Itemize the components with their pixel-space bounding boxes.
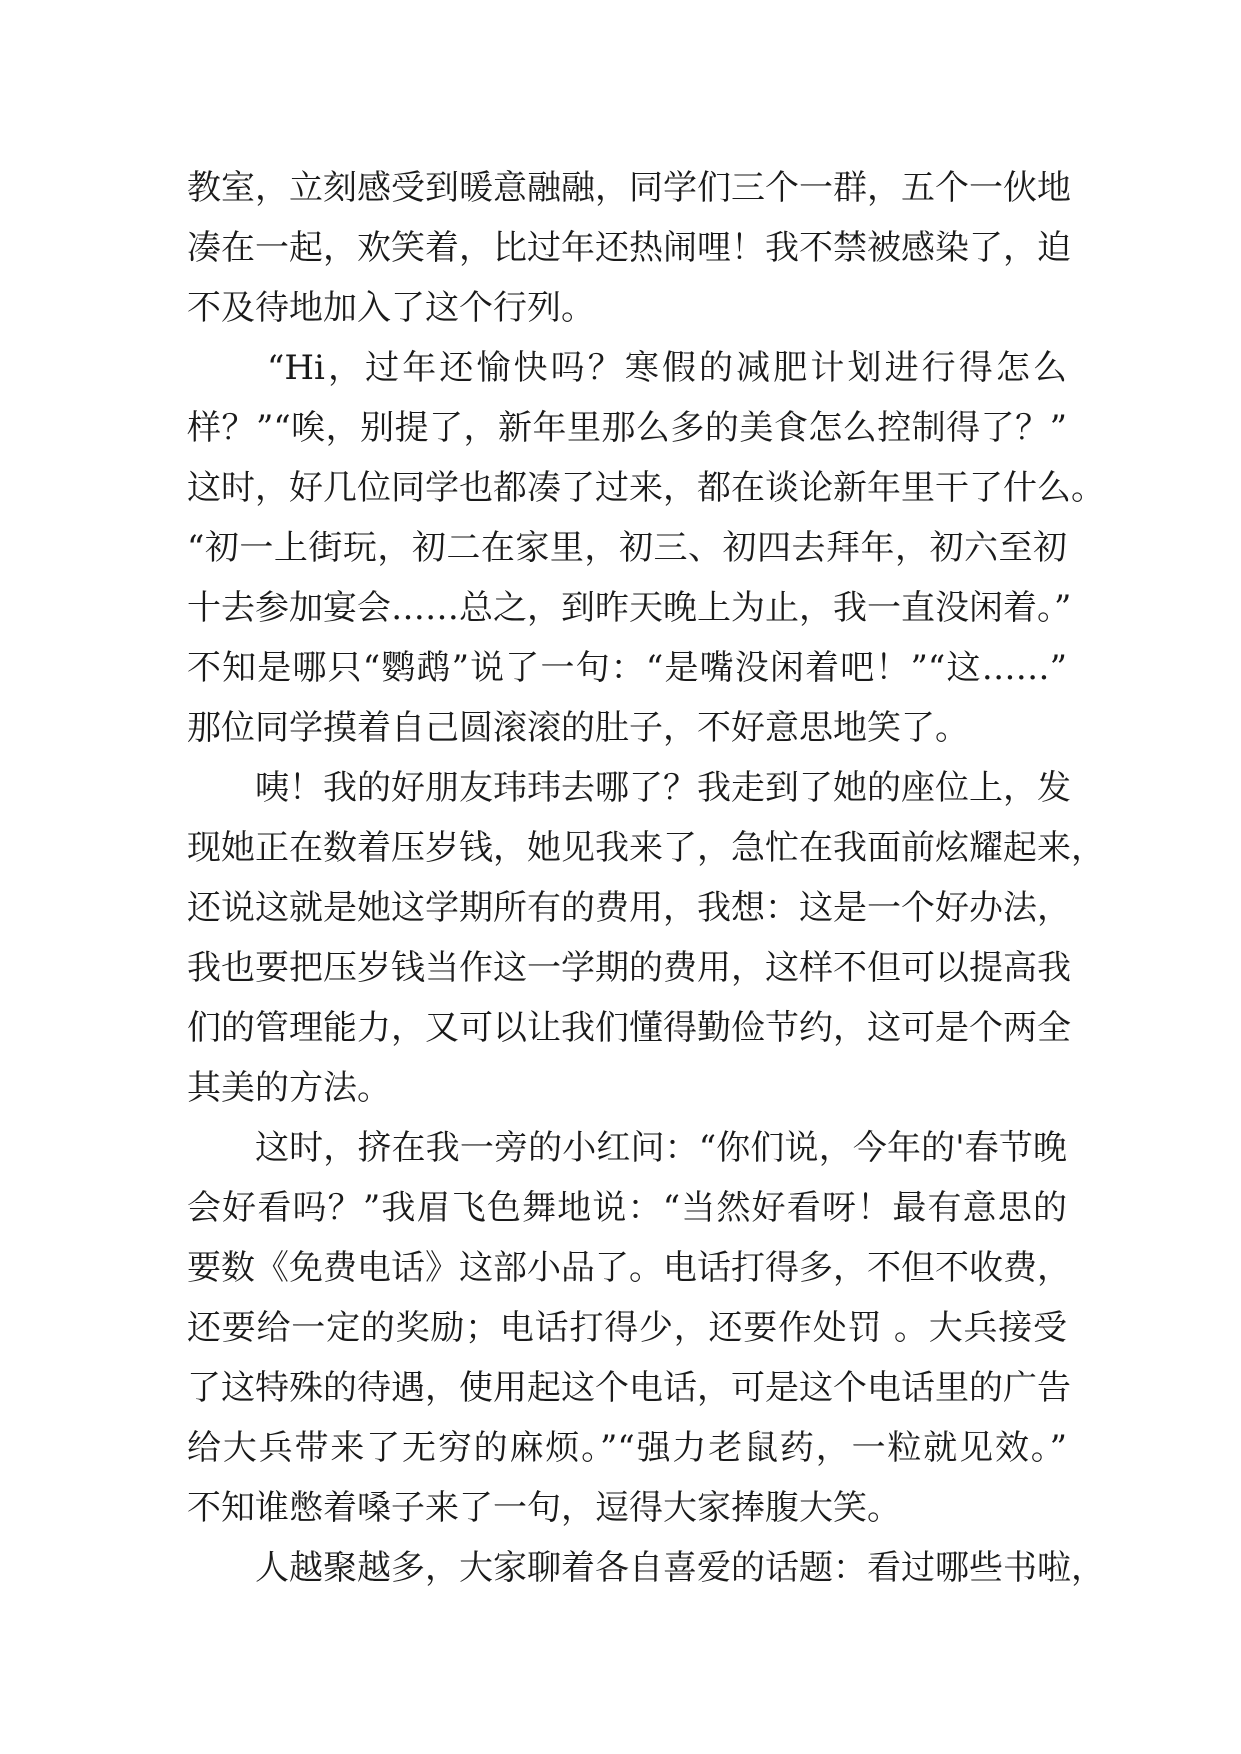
text-line: 这时，挤在我一旁的小红问：“你们说，今年的'春节晚	[255, 1128, 1067, 1168]
text-line: 凑在一起，欢笑着，比过年还热闹哩！我不禁被感染了，迫	[187, 228, 1071, 268]
text-line: 不知是哪只“鹦鹉”说了一句：“是嘴没闲着吧！”“这……”	[187, 648, 1067, 688]
text-line: 这时，好几位同学也都凑了过来，都在谈论新年里干了什么。	[187, 468, 1105, 508]
text-line: 人越聚越多，大家聊着各自喜爱的话题：看过哪些书啦，	[255, 1548, 1105, 1588]
text-line: “初一上街玩，初二在家里，初三、初四去拜年，初六至初	[187, 528, 1067, 568]
text-line: 会好看吗？”我眉飞色舞地说：“当然好看呀！最有意思的	[187, 1188, 1067, 1228]
text-line: 样？”“唉，别提了，新年里那么多的美食怎么控制得了？”	[187, 408, 1067, 448]
text-line: 了这特殊的待遇，使用起这个电话，可是这个电话里的广告	[187, 1368, 1071, 1408]
text-line: 现她正在数着压岁钱，她见我来了，急忙在我面前炫耀起来，	[187, 828, 1105, 868]
text-line: 教室，立刻感受到暖意融融，同学们三个一群，五个一伙地	[187, 168, 1071, 208]
text-line: 不知谁憋着嗓子来了一句，逗得大家捧腹大笑。	[187, 1488, 901, 1528]
essay-body	[187, 158, 1105, 1598]
text-line: 要数《免费电话》这部小品了。电话打得多，不但不收费，	[187, 1248, 1071, 1288]
text-line: 咦！我的好朋友玮玮去哪了？我走到了她的座位上，发	[255, 768, 1071, 808]
text-line: 那位同学摸着自己圆滚滚的肚子，不好意思地笑了。	[187, 708, 969, 748]
text-line: 给大兵带来了无穷的麻烦。”“强力老鼠药，一粒就见效。”	[187, 1428, 1067, 1468]
text-line: 还说这就是她这学期所有的费用，我想：这是一个好办法，	[187, 888, 1071, 928]
text-line: 还要给一定的奖励；电话打得少，还要作处罚 。大兵接受	[187, 1308, 1067, 1348]
text-line: “Hi，过年还愉快吗？寒假的减肥计划进行得怎么	[267, 348, 1067, 388]
text-line: 我也要把压岁钱当作这一学期的费用，这样不但可以提高我	[187, 948, 1071, 988]
text-line: 们的管理能力，又可以让我们懂得勤俭节约，这可是个两全	[187, 1008, 1071, 1048]
text-line: 不及待地加入了这个行列。	[187, 288, 595, 328]
text-line: 十去参加宴会……总之，到昨天晚上为止，我一直没闲着。”	[187, 588, 1072, 628]
text-line: 其美的方法。	[187, 1068, 391, 1108]
